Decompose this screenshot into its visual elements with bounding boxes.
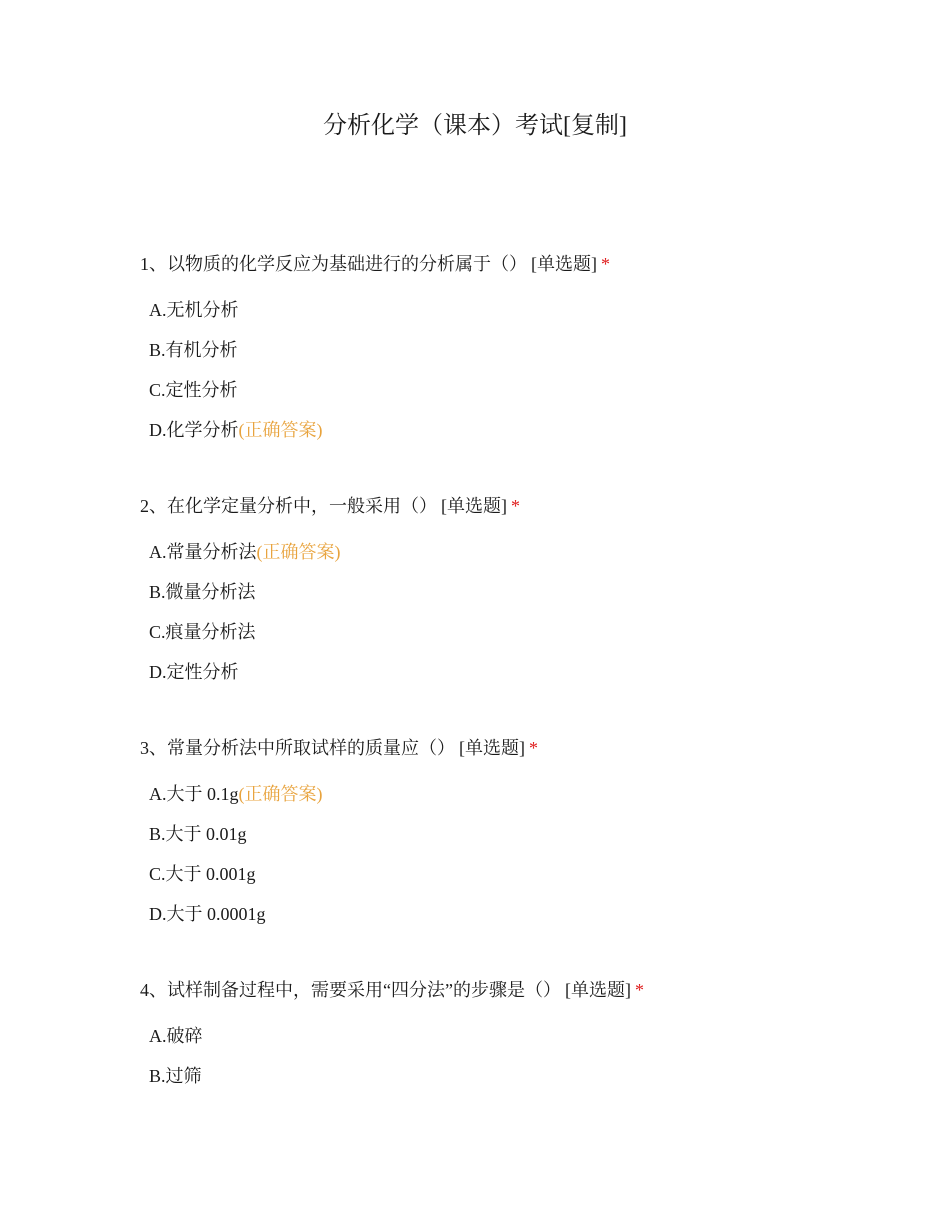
option-text: B.有机分析 (149, 340, 238, 360)
required-mark: * (634, 980, 644, 1000)
question-type-label: [单选题] (459, 738, 525, 758)
question-3 (140, 735, 860, 941)
option-b[interactable] (140, 1063, 860, 1103)
option-a[interactable] (140, 539, 860, 579)
question-4 (140, 977, 860, 1103)
option-c[interactable] (140, 377, 860, 417)
question-text: 试样制备过程中，需要采用“四分法”的步骤是（） (167, 980, 561, 1000)
option-text: B.过筛 (149, 1066, 202, 1086)
page-title: 分析化学（课本）考试[复制] (323, 113, 627, 139)
option-list (140, 297, 860, 457)
option-text: C.痕量分析法 (149, 622, 256, 642)
option-d[interactable] (140, 901, 860, 941)
option-b[interactable] (140, 337, 860, 377)
correct-answer-tag: (正确答案) (256, 542, 341, 562)
question-number: 3、 (140, 738, 167, 758)
question-1 (140, 251, 860, 457)
option-text: D.化学分析 (149, 420, 239, 440)
question-text: 以物质的化学反应为基础进行的分析属于（） (167, 254, 527, 274)
option-b[interactable] (140, 821, 860, 861)
option-c[interactable] (140, 619, 860, 659)
option-text: C.定性分析 (149, 380, 238, 400)
question-type-label: [单选题] (564, 980, 631, 1000)
question-stem (140, 251, 860, 277)
option-c[interactable] (140, 861, 860, 901)
option-text: A.破碎 (149, 1026, 203, 1046)
question-number: 2、 (140, 496, 167, 516)
correct-answer-tag: (正确答案) (238, 784, 323, 804)
question-text: 常量分析法中所取试样的质量应（） (167, 738, 455, 758)
question-stem (140, 977, 860, 1003)
question-2 (140, 493, 860, 699)
option-b[interactable] (140, 579, 860, 619)
option-text: D.大于 0.0001g (149, 904, 266, 924)
option-text: A.无机分析 (149, 300, 239, 320)
option-a[interactable] (140, 781, 860, 821)
option-text: B.微量分析法 (149, 582, 256, 602)
question-number: 4、 (140, 980, 167, 1000)
question-number: 1、 (140, 254, 167, 274)
question-stem (140, 493, 860, 519)
option-text: A.常量分析法 (149, 542, 257, 562)
option-text: A.大于 0.1g (149, 784, 239, 804)
option-text: B.大于 0.01g (149, 824, 247, 844)
option-list (140, 1023, 860, 1103)
option-a[interactable] (140, 1023, 860, 1063)
question-type-label: [单选题] (441, 496, 507, 516)
option-text: C.大于 0.001g (149, 864, 256, 884)
option-list (140, 781, 860, 941)
question-text: 在化学定量分析中，一般采用（） (167, 496, 437, 516)
correct-answer-tag: (正确答案) (238, 420, 323, 440)
option-d[interactable] (140, 417, 860, 457)
option-d[interactable] (140, 659, 860, 699)
option-text: D.定性分析 (149, 662, 239, 682)
question-type-label: [单选题] (531, 254, 597, 274)
required-mark: * (601, 254, 610, 274)
required-mark: * (529, 738, 538, 758)
option-list (140, 539, 860, 699)
option-a[interactable] (140, 297, 860, 337)
question-stem (140, 735, 860, 761)
required-mark: * (511, 496, 520, 516)
